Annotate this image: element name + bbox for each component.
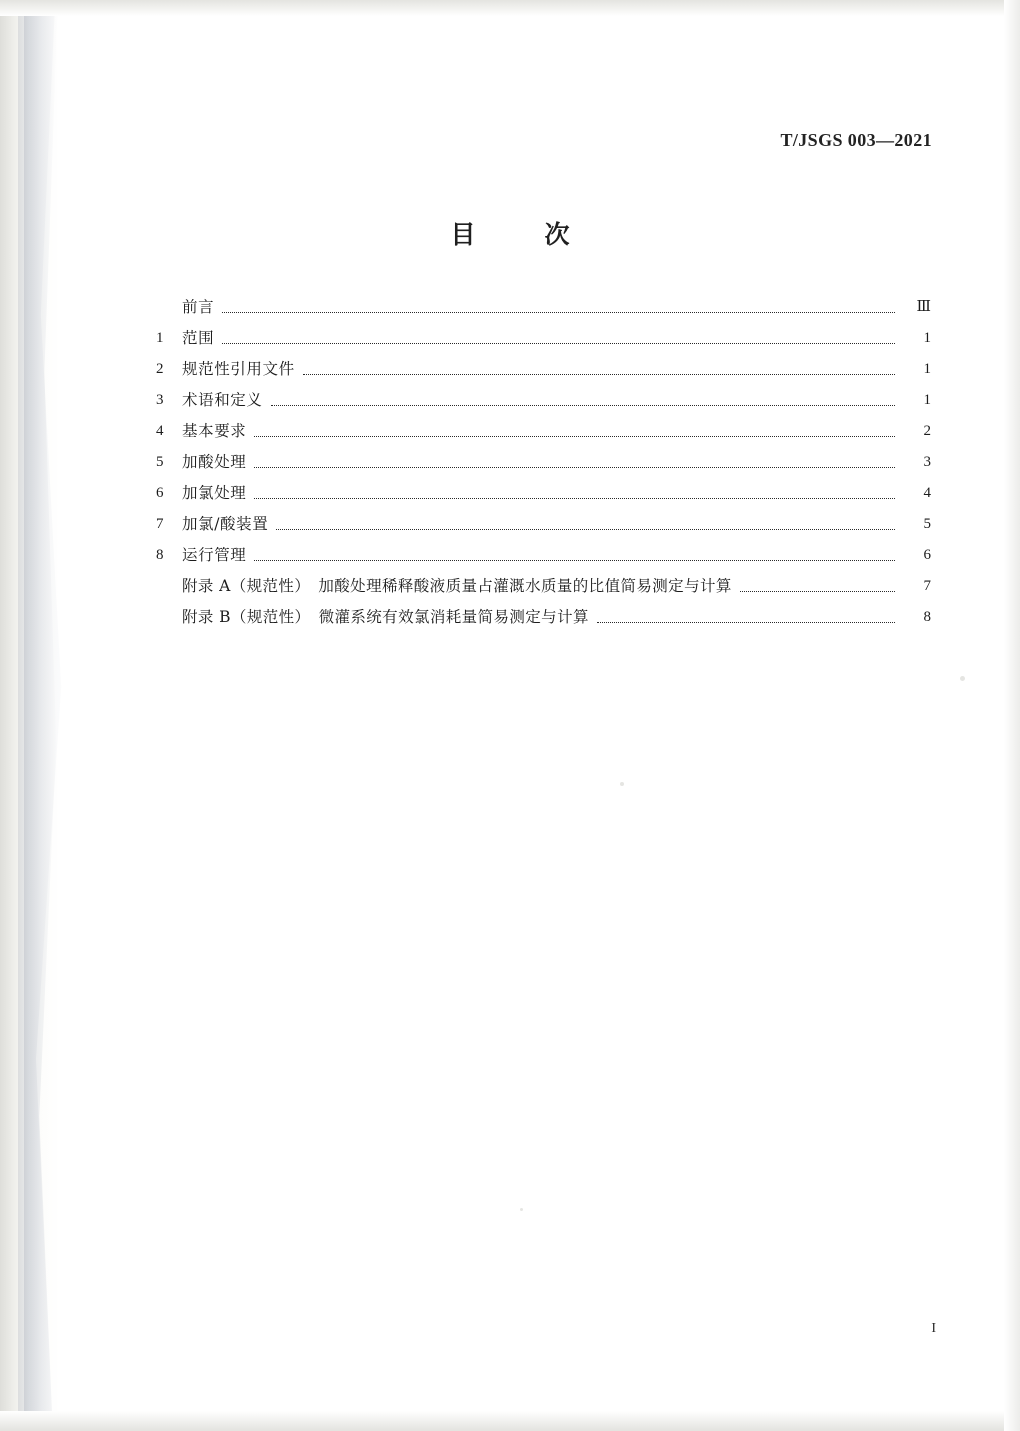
toc-entry-page: 1 xyxy=(923,392,931,408)
toc-leader-dots xyxy=(303,354,895,385)
toc-entry-5[interactable] xyxy=(156,447,931,478)
toc-entry-page: 6 xyxy=(923,547,931,563)
toc-leader-dots xyxy=(254,416,895,447)
toc-entry-label: 范围 xyxy=(182,329,215,347)
toc-entry-6[interactable] xyxy=(156,478,931,509)
toc-leader-dots xyxy=(597,602,895,633)
toc-entry-page: Ⅲ xyxy=(916,299,931,315)
toc-entry-4[interactable] xyxy=(156,416,931,447)
toc-entry-appendix-b[interactable] xyxy=(156,602,931,633)
toc-entry-label: 运行管理 xyxy=(182,546,247,564)
toc-entry-number: 7 xyxy=(156,516,164,532)
toc-entry-page: 3 xyxy=(923,454,931,470)
toc-entry-page: 1 xyxy=(923,361,931,377)
standard-code-header: T/JSGS 003—2021 xyxy=(780,130,932,150)
footer-page-number: I xyxy=(931,1321,936,1336)
toc-entry-7[interactable] xyxy=(156,509,931,540)
toc-entry-label: 规范性引用文件 xyxy=(182,360,295,378)
toc-entry-label: 附录 A（规范性） 加酸处理稀释酸液质量占灌溉水质量的比值简易测定与计算 xyxy=(182,577,732,595)
toc-leader-dots xyxy=(254,478,895,509)
toc-entry-label: 加酸处理 xyxy=(182,453,247,471)
toc-leader-dots xyxy=(740,571,895,602)
toc-entry-page: 1 xyxy=(923,330,931,346)
toc-entry-number: 2 xyxy=(156,361,164,377)
toc-entry-page: 5 xyxy=(923,516,931,532)
toc-entry-number: 8 xyxy=(156,547,164,563)
toc-entry-label: 附录 B（规范性） 微灌系统有效氯消耗量简易测定与计算 xyxy=(182,608,589,626)
toc-leader-dots xyxy=(276,509,895,540)
table-of-contents xyxy=(156,292,931,633)
toc-entry-number: 5 xyxy=(156,454,164,470)
toc-entry-page: 8 xyxy=(923,609,931,625)
toc-entry-label: 前言 xyxy=(182,298,215,316)
toc-entry-8[interactable] xyxy=(156,540,931,571)
toc-entry-page: 2 xyxy=(923,423,931,439)
toc-leader-dots xyxy=(271,385,895,416)
page-title: 目 次 xyxy=(450,220,592,249)
toc-leader-dots xyxy=(254,447,895,478)
toc-entry-label: 加氯处理 xyxy=(182,484,247,502)
toc-entry-label: 术语和定义 xyxy=(182,391,263,409)
toc-entry-1[interactable] xyxy=(156,323,931,354)
toc-entry-page: 4 xyxy=(923,485,931,501)
toc-entry-number: 1 xyxy=(156,330,164,346)
toc-entry-page: 7 xyxy=(923,578,931,594)
toc-entry-number: 6 xyxy=(156,485,164,501)
toc-leader-dots xyxy=(222,292,895,323)
toc-leader-dots xyxy=(254,540,895,571)
toc-entry-2[interactable] xyxy=(156,354,931,385)
toc-leader-dots xyxy=(222,323,895,354)
toc-entry-appendix-a[interactable] xyxy=(156,571,931,602)
toc-entry-label: 基本要求 xyxy=(182,422,247,440)
toc-entry-number: 3 xyxy=(156,392,164,408)
toc-entry-number: 4 xyxy=(156,423,164,439)
toc-entry-preface[interactable] xyxy=(156,292,931,323)
toc-entry-3[interactable] xyxy=(156,385,931,416)
toc-entry-label: 加氯/酸装置 xyxy=(182,515,269,533)
